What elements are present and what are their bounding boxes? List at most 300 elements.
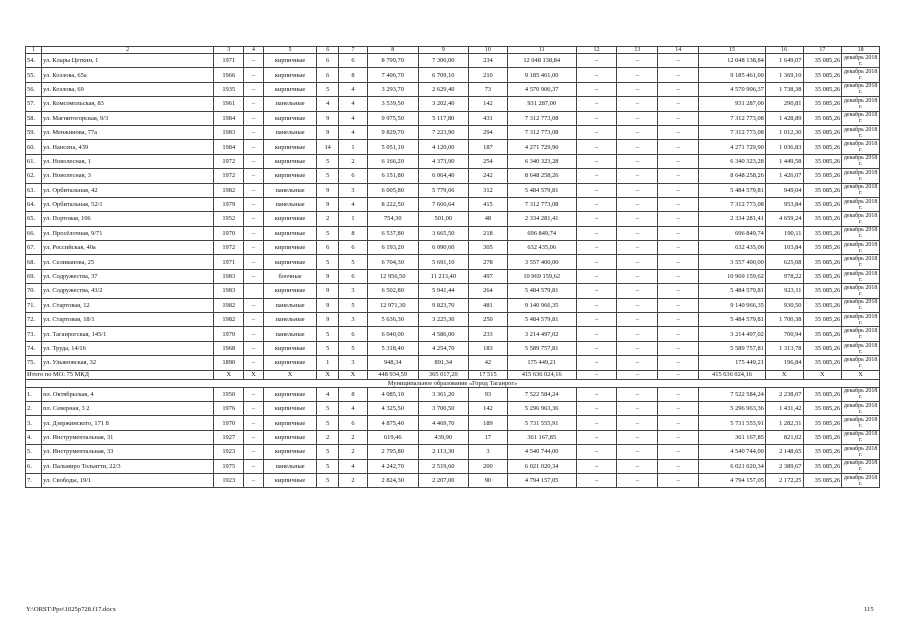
cost-per-sqm-cell: 1 282,31 <box>765 416 803 430</box>
residents-cell: 73 <box>469 82 508 96</box>
cost-per-sqm-cell: 625,08 <box>765 255 803 269</box>
cost-limit-cell: 35 085,26 <box>803 269 842 283</box>
cost-limit-cell: 35 085,26 <box>803 197 842 211</box>
table-row <box>26 68 880 82</box>
col-4-cell: – <box>244 197 263 211</box>
completion-date-cell: декабрь 2018 г. <box>842 387 880 401</box>
cost-limit-cell: 35 085,26 <box>803 313 842 327</box>
cost-limit-cell: 35 085,26 <box>803 140 842 154</box>
residents-cell: 481 <box>469 298 508 312</box>
year-built-cell: 1971 <box>214 255 244 269</box>
address-cell: ул. Магнитогорская, 9/3 <box>42 111 214 125</box>
cost-limit-cell: 35 085,26 <box>803 327 842 341</box>
col-13-cell: – <box>617 445 658 459</box>
floors-cell: 5 <box>317 82 339 96</box>
col-13-cell: – <box>617 169 658 183</box>
cost-per-sqm-cell: 1 426,07 <box>765 169 803 183</box>
total-area-cell: 12 971,30 <box>367 298 418 312</box>
row-number-cell: 59. <box>26 125 42 139</box>
cost-limit-cell: 35 085,26 <box>803 54 842 68</box>
col-14-cell: – <box>658 298 699 312</box>
cost-total-cell: 9 185 461,00 <box>699 68 766 82</box>
repair-cost-cell: 10 969 159,62 <box>507 269 576 283</box>
wall-material-cell: кирпичные <box>263 169 317 183</box>
address-cell: ул. Пальмиро Тольятти, 22/3 <box>42 459 214 473</box>
repair-cost-cell: 4 540 744,00 <box>507 445 576 459</box>
completion-date-cell: декабрь 2018 г. <box>842 97 880 111</box>
column-number-cell: 12 <box>576 47 617 54</box>
cost-per-sqm-cell: 1 431,42 <box>765 401 803 415</box>
address-cell: ул. Новолесная, 3 <box>42 169 214 183</box>
col-13-cell: – <box>617 226 658 240</box>
col-12-cell: – <box>576 430 617 444</box>
total-value-cell: X <box>765 370 803 379</box>
living-area-cell: 2 207,00 <box>418 473 469 487</box>
wall-material-cell: кирпичные <box>263 241 317 255</box>
col-4-cell: – <box>244 430 263 444</box>
col-13-cell: – <box>617 387 658 401</box>
total-area-cell: 6 151,80 <box>367 169 418 183</box>
col-14-cell: – <box>658 183 699 197</box>
col-14-cell: – <box>658 241 699 255</box>
address-cell: ул. Инструментальная, 33 <box>42 445 214 459</box>
row-number-cell: 1. <box>26 387 42 401</box>
wall-material-cell: панельные <box>263 197 317 211</box>
cost-limit-cell: 35 085,26 <box>803 387 842 401</box>
repair-cost-cell: 8 648 258,26 <box>507 169 576 183</box>
wall-material-cell: кирпичные <box>263 473 317 487</box>
repair-cost-cell: 5 484 579,81 <box>507 183 576 197</box>
entrances-cell: 4 <box>338 401 367 415</box>
repair-cost-cell: 4 794 157,05 <box>507 473 576 487</box>
municipality-row <box>26 379 880 387</box>
cost-total-cell: 4 271 729,90 <box>699 140 766 154</box>
cost-limit-cell: 35 085,26 <box>803 183 842 197</box>
living-area-cell: 3 700,50 <box>418 401 469 415</box>
total-value-cell: X <box>842 370 880 379</box>
col-14-cell: – <box>658 97 699 111</box>
col-13-cell: – <box>617 327 658 341</box>
col-4-cell: – <box>244 327 263 341</box>
table-row <box>26 140 880 154</box>
cost-limit-cell: 35 085,26 <box>803 445 842 459</box>
year-built-cell: 1984 <box>214 111 244 125</box>
year-built-cell: 1972 <box>214 241 244 255</box>
completion-date-cell: декабрь 2018 г. <box>842 356 880 370</box>
column-number-row <box>26 47 880 54</box>
residents-cell: 264 <box>469 284 508 298</box>
col-4-cell: – <box>244 401 263 415</box>
residents-cell: 142 <box>469 97 508 111</box>
municipality-heading: Муниципальное образование «Город Таганрог» <box>26 379 880 387</box>
total-area-cell: 8 799,70 <box>367 54 418 68</box>
floors-cell: 9 <box>317 313 339 327</box>
col-4-cell: – <box>244 241 263 255</box>
completion-date-cell: декабрь 2018 г. <box>842 416 880 430</box>
cost-per-sqm-cell: 821,02 <box>765 430 803 444</box>
repair-cost-cell: 931 287,00 <box>507 97 576 111</box>
total-area-cell: 4 242,70 <box>367 459 418 473</box>
entrances-cell: 5 <box>338 255 367 269</box>
col-13-cell: – <box>617 212 658 226</box>
address-cell: ул. Новолесная, 1 <box>42 154 214 168</box>
living-area-cell: 501,00 <box>418 212 469 226</box>
residents-cell: 48 <box>469 212 508 226</box>
year-built-cell: 1983 <box>214 269 244 283</box>
col-14-cell: – <box>658 140 699 154</box>
row-number-cell: 68. <box>26 255 42 269</box>
residents-cell: 234 <box>469 54 508 68</box>
wall-material-cell: панельные <box>263 125 317 139</box>
col-13-cell: – <box>617 68 658 82</box>
column-number-cell: 8 <box>367 47 418 54</box>
total-value-cell: X <box>338 370 367 379</box>
row-number-cell: 5. <box>26 445 42 459</box>
column-number-cell: 17 <box>803 47 842 54</box>
col-4-cell: – <box>244 97 263 111</box>
cost-limit-cell: 35 085,26 <box>803 298 842 312</box>
col-12-cell: – <box>576 169 617 183</box>
total-area-cell: 4 875,40 <box>367 416 418 430</box>
living-area-cell: 5 779,06 <box>418 183 469 197</box>
entrances-cell: 4 <box>338 125 367 139</box>
living-area-cell: 4 254,70 <box>418 341 469 355</box>
cost-limit-cell: 35 085,26 <box>803 473 842 487</box>
floors-cell: 9 <box>317 125 339 139</box>
residents-cell: 250 <box>469 313 508 327</box>
row-number-cell: 61. <box>26 154 42 168</box>
entrances-cell: 6 <box>338 269 367 283</box>
address-cell: ул. Содружества, 43/2 <box>42 284 214 298</box>
total-area-cell: 3 539,50 <box>367 97 418 111</box>
cost-limit-cell: 35 085,26 <box>803 430 842 444</box>
completion-date-cell: декабрь 2018 г. <box>842 226 880 240</box>
address-cell: ул. Селивановa, 25 <box>42 255 214 269</box>
entrances-cell: 5 <box>338 341 367 355</box>
cost-per-sqm-cell: 1 313,78 <box>765 341 803 355</box>
col-4-cell: – <box>244 183 263 197</box>
cost-per-sqm-cell: 1 700,38 <box>765 313 803 327</box>
residents-cell: 218 <box>469 226 508 240</box>
col-13-cell: – <box>617 197 658 211</box>
column-number-cell: 18 <box>842 47 880 54</box>
floors-cell: 2 <box>317 430 339 444</box>
repair-cost-cell: 4 570 906,37 <box>507 82 576 96</box>
completion-date-cell: декабрь 2018 г. <box>842 241 880 255</box>
completion-date-cell: декабрь 2018 г. <box>842 269 880 283</box>
col-4-cell: – <box>244 313 263 327</box>
col-14-cell: – <box>658 401 699 415</box>
column-number-cell: 6 <box>317 47 339 54</box>
total-value-cell: – <box>576 370 617 379</box>
col-4-cell: – <box>244 255 263 269</box>
year-built-cell: 1982 <box>214 183 244 197</box>
completion-date-cell: декабрь 2018 г. <box>842 154 880 168</box>
column-number-cell: 2 <box>42 47 214 54</box>
address-cell: ул. Таганрогская, 145/1 <box>42 327 214 341</box>
completion-date-cell: декабрь 2018 г. <box>842 284 880 298</box>
floors-cell: 5 <box>317 445 339 459</box>
year-built-cell: 1971 <box>214 54 244 68</box>
completion-date-cell: декабрь 2018 г. <box>842 445 880 459</box>
table-row <box>26 154 880 168</box>
col-12-cell: – <box>576 284 617 298</box>
total-area-cell: 5 318,40 <box>367 341 418 355</box>
cost-limit-cell: 35 085,26 <box>803 212 842 226</box>
wall-material-cell: панельные <box>263 459 317 473</box>
col-13-cell: – <box>617 341 658 355</box>
col-4-cell: – <box>244 54 263 68</box>
total-value-cell: X <box>803 370 842 379</box>
repair-cost-cell: 12 048 138,84 <box>507 54 576 68</box>
column-number-cell: 1 <box>26 47 42 54</box>
cost-per-sqm-cell: 196,84 <box>765 356 803 370</box>
col-13-cell: – <box>617 459 658 473</box>
total-value-cell: 448 934,59 <box>367 370 418 379</box>
cost-limit-cell: 35 085,26 <box>803 356 842 370</box>
col-14-cell: – <box>658 169 699 183</box>
year-built-cell: 1976 <box>214 401 244 415</box>
row-number-cell: 62. <box>26 169 42 183</box>
floors-cell: 6 <box>317 54 339 68</box>
repair-cost-cell: 5 731 555,91 <box>507 416 576 430</box>
living-area-cell: 6 064,40 <box>418 169 469 183</box>
year-built-cell: 1972 <box>214 154 244 168</box>
floors-cell: 5 <box>317 459 339 473</box>
entrances-cell: 3 <box>338 183 367 197</box>
row-number-cell: 6. <box>26 459 42 473</box>
total-area-cell: 8 222,50 <box>367 197 418 211</box>
completion-date-cell: декабрь 2018 г. <box>842 68 880 82</box>
col-14-cell: – <box>658 255 699 269</box>
col-12-cell: – <box>576 459 617 473</box>
cost-per-sqm-cell: 1 012,30 <box>765 125 803 139</box>
cost-total-cell: 3 557 400,00 <box>699 255 766 269</box>
address-cell: ул. Комсомольская, 83 <box>42 97 214 111</box>
cost-limit-cell: 35 085,26 <box>803 111 842 125</box>
col-12-cell: – <box>576 401 617 415</box>
year-built-cell: 1983 <box>214 125 244 139</box>
floors-cell: 5 <box>317 401 339 415</box>
wall-material-cell: кирпичные <box>263 401 317 415</box>
cost-total-cell: 5 589 757,81 <box>699 341 766 355</box>
col-14-cell: – <box>658 313 699 327</box>
total-area-cell: 754,30 <box>367 212 418 226</box>
total-value-cell: 415 636 024,16 <box>507 370 576 379</box>
year-built-cell: 1979 <box>214 197 244 211</box>
table-row <box>26 327 880 341</box>
year-built-cell: 1972 <box>214 169 244 183</box>
total-area-cell: 6 005,80 <box>367 183 418 197</box>
address-cell: ул. Стартовая, 12 <box>42 298 214 312</box>
floors-cell: 6 <box>317 68 339 82</box>
col-14-cell: – <box>658 387 699 401</box>
address-cell: ул. Козлова, 69 <box>42 82 214 96</box>
residents-cell: 142 <box>469 401 508 415</box>
row-number-cell: 57. <box>26 97 42 111</box>
cost-per-sqm-cell: 949,04 <box>765 183 803 197</box>
entrances-cell: 4 <box>338 111 367 125</box>
address-cell: ул. Просёлочная, 9/71 <box>42 226 214 240</box>
residents-cell: 187 <box>469 140 508 154</box>
wall-material-cell: панельные <box>263 313 317 327</box>
living-area-cell: 4 469,70 <box>418 416 469 430</box>
total-area-cell: 6 040,00 <box>367 327 418 341</box>
repair-cost-cell: 632 435,06 <box>507 241 576 255</box>
total-area-cell: 4 325,50 <box>367 401 418 415</box>
row-number-cell: 70. <box>26 284 42 298</box>
col-4-cell: – <box>244 68 263 82</box>
cost-limit-cell: 35 085,26 <box>803 401 842 415</box>
address-cell: пл. Северная, 3 2 <box>42 401 214 415</box>
col-14-cell: – <box>658 54 699 68</box>
residents-cell: 93 <box>469 387 508 401</box>
total-value-cell: X <box>244 370 263 379</box>
col-14-cell: – <box>658 269 699 283</box>
residents-cell: 278 <box>469 255 508 269</box>
col-14-cell: – <box>658 111 699 125</box>
living-area-cell: 2 519,60 <box>418 459 469 473</box>
floors-cell: 9 <box>317 298 339 312</box>
residents-cell: 242 <box>469 169 508 183</box>
repair-cost-cell: 4 271 729,90 <box>507 140 576 154</box>
repair-cost-cell: 9 140 966,35 <box>507 298 576 312</box>
row-number-cell: 55. <box>26 68 42 82</box>
entrances-cell: 8 <box>338 387 367 401</box>
total-value-cell: X <box>214 370 244 379</box>
col-4-cell: – <box>244 226 263 240</box>
page-number: 115 <box>864 606 874 613</box>
cost-total-cell: 5 484 579,81 <box>699 183 766 197</box>
col-12-cell: – <box>576 387 617 401</box>
total-area-cell: 2 795,80 <box>367 445 418 459</box>
col-13-cell: – <box>617 154 658 168</box>
completion-date-cell: декабрь 2018 г. <box>842 401 880 415</box>
row-number-cell: 75. <box>26 356 42 370</box>
column-number-cell: 5 <box>263 47 317 54</box>
floors-cell: 5 <box>317 473 339 487</box>
column-number-cell: 3 <box>214 47 244 54</box>
col-12-cell: – <box>576 226 617 240</box>
living-area-cell: 439,90 <box>418 430 469 444</box>
residents-cell: 183 <box>469 341 508 355</box>
column-number-cell: 11 <box>507 47 576 54</box>
col-13-cell: – <box>617 111 658 125</box>
column-number-cell: 16 <box>765 47 803 54</box>
column-number-cell: 10 <box>469 47 508 54</box>
cost-limit-cell: 35 085,26 <box>803 82 842 96</box>
cost-total-cell: 8 648 258,26 <box>699 169 766 183</box>
floors-cell: 9 <box>317 197 339 211</box>
address-cell: ул. Российская, 40а <box>42 241 214 255</box>
repair-cost-cell: 7 312 773,08 <box>507 111 576 125</box>
total-value-cell: 17 515 <box>469 370 508 379</box>
entrances-cell: 3 <box>338 356 367 370</box>
footer-file-path: Y:\ORST\Ppo\1025p728.f17.docx <box>26 606 116 613</box>
total-area-cell: 7 406,70 <box>367 68 418 82</box>
repair-cost-cell: 6 021 020,34 <box>507 459 576 473</box>
col-12-cell: – <box>576 269 617 283</box>
wall-material-cell: кирпичные <box>263 154 317 168</box>
total-area-cell: 6 502,80 <box>367 284 418 298</box>
cost-total-cell: 7 312 773,08 <box>699 197 766 211</box>
wall-material-cell: кирпичные <box>263 111 317 125</box>
completion-date-cell: декабрь 2018 г. <box>842 255 880 269</box>
col-4-cell: – <box>244 125 263 139</box>
entrances-cell: 6 <box>338 169 367 183</box>
total-area-cell: 9 975,50 <box>367 111 418 125</box>
cost-total-cell: 361 167,85 <box>699 430 766 444</box>
residents-cell: 497 <box>469 269 508 283</box>
col-12-cell: – <box>576 82 617 96</box>
floors-cell: 5 <box>317 226 339 240</box>
year-built-cell: 1984 <box>214 140 244 154</box>
address-cell: ул. Стартовая, 18/1 <box>42 313 214 327</box>
repair-cost-cell: 175 449,21 <box>507 356 576 370</box>
year-built-cell: 1950 <box>214 387 244 401</box>
col-14-cell: – <box>658 341 699 355</box>
repair-cost-cell: 5 589 757,81 <box>507 341 576 355</box>
col-14-cell: – <box>658 459 699 473</box>
row-number-cell: 7. <box>26 473 42 487</box>
wall-material-cell: кирпичные <box>263 54 317 68</box>
wall-material-cell: панельные <box>263 97 317 111</box>
floors-cell: 14 <box>317 140 339 154</box>
wall-material-cell: кирпичные <box>263 387 317 401</box>
completion-date-cell: декабрь 2018 г. <box>842 473 880 487</box>
residents-cell: 431 <box>469 111 508 125</box>
col-14-cell: – <box>658 473 699 487</box>
floors-cell: 9 <box>317 269 339 283</box>
completion-date-cell: декабрь 2018 г. <box>842 54 880 68</box>
address-cell: ул. Свободы, 19/1 <box>42 473 214 487</box>
col-13-cell: – <box>617 473 658 487</box>
table-row <box>26 241 880 255</box>
year-built-cell: 1970 <box>214 416 244 430</box>
cost-per-sqm-cell: 4 659,24 <box>765 212 803 226</box>
entrances-cell: 4 <box>338 197 367 211</box>
col-12-cell: – <box>576 416 617 430</box>
wall-material-cell: кирпичные <box>263 284 317 298</box>
total-value-cell: – <box>617 370 658 379</box>
wall-material-cell: панельные <box>263 327 317 341</box>
table-row <box>26 169 880 183</box>
year-built-cell: 1982 <box>214 313 244 327</box>
col-4-cell: – <box>244 140 263 154</box>
total-area-cell: 3 293,70 <box>367 82 418 96</box>
cost-total-cell: 4 570 906,37 <box>699 82 766 96</box>
living-area-cell: 4 120,00 <box>418 140 469 154</box>
living-area-cell: 6 709,10 <box>418 68 469 82</box>
cost-per-sqm-cell: 2 148,65 <box>765 445 803 459</box>
table-row <box>26 197 880 211</box>
completion-date-cell: декабрь 2018 г. <box>842 459 880 473</box>
cost-per-sqm-cell: 2 172,25 <box>765 473 803 487</box>
row-number-cell: 72. <box>26 313 42 327</box>
address-cell: ул. Ульяновская, 32 <box>42 356 214 370</box>
col-4-cell: – <box>244 111 263 125</box>
table-row <box>26 226 880 240</box>
table-row <box>26 82 880 96</box>
entrances-cell: 6 <box>338 241 367 255</box>
row-number-cell: 66. <box>26 226 42 240</box>
entrances-cell: 6 <box>338 327 367 341</box>
cost-per-sqm-cell: 1 428,89 <box>765 111 803 125</box>
table-row <box>26 430 880 444</box>
table-row <box>26 269 880 283</box>
address-cell: ул. Козлова, 65а <box>42 68 214 82</box>
col-12-cell: – <box>576 327 617 341</box>
